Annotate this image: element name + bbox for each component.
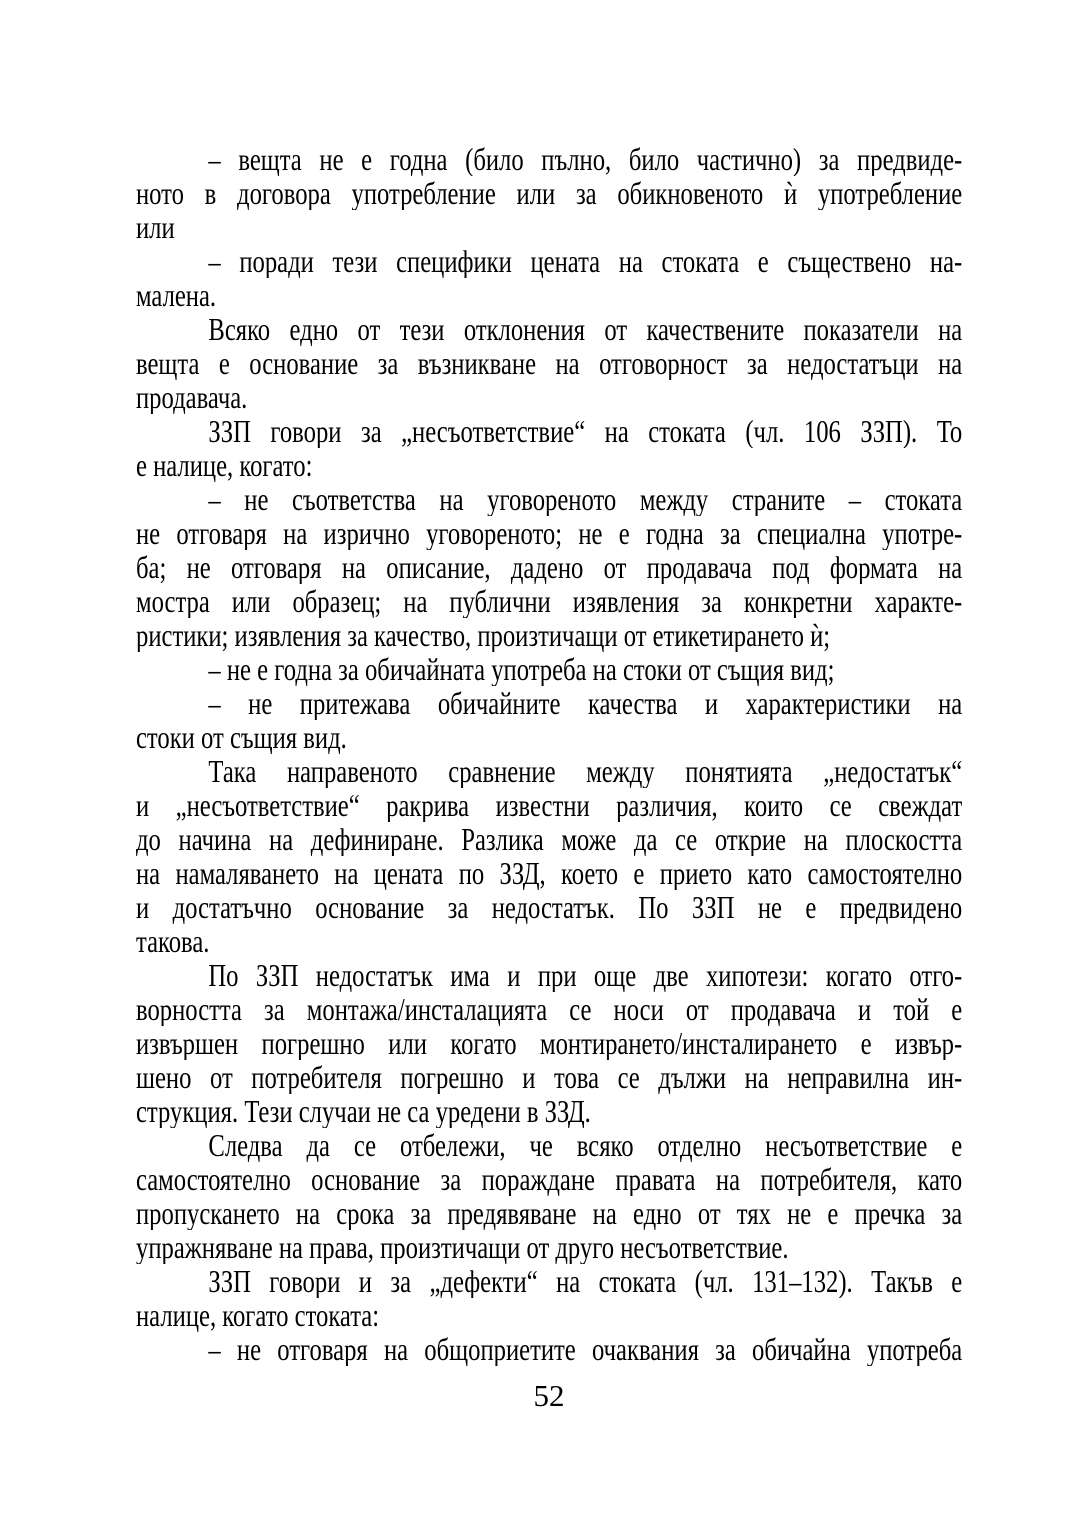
- text-line: – не е годна за обичайната употреба на стоки от същия вид;: [208, 652, 835, 686]
- text-line: упражняване на права, произтичащи от друго несъответствие.: [136, 1230, 789, 1264]
- text-line: ба; не отговаря на описание, дадено от продавача под формата на: [136, 550, 963, 584]
- text-line: на намаляването на цената по ЗЗД, което е прието като самостоятелно: [136, 856, 963, 890]
- text-line: ЗЗП говори и за „дефекти“ на стоката (чл. 131–132). Такъв е: [208, 1264, 963, 1298]
- text-line: ЗЗП говори за „несъответствие“ на стоката (чл. 106 ЗЗП). То: [208, 414, 963, 448]
- text-line: – поради тези специфики цената на стоката е съществено на-: [208, 244, 963, 278]
- text-line: малена.: [136, 278, 217, 312]
- text-line: струкция. Тези случаи не са уредени в ЗЗД.: [136, 1094, 591, 1128]
- text-line: вещта е основание за възникване на отговорност за недостатъци на: [136, 346, 963, 380]
- text-line: ното в договора употребление или за обикновеното ѝ употребление: [136, 176, 963, 210]
- text-line: мостра или образец; на публични изявления за конкретни характе-: [136, 584, 963, 618]
- text-line: – не отговаря на общоприетите очаквания за обичайна употреба: [208, 1332, 963, 1366]
- text-line: такова.: [136, 924, 210, 958]
- text-line: Всяко едно от тези отклонения от качествените показатели на: [208, 312, 963, 346]
- text-line: ристики; изявления за качество, произтичащи от етикетирането ѝ;: [136, 618, 831, 652]
- text-line: самостоятелно основание за пораждане правата на потребителя, като: [136, 1162, 963, 1196]
- text-line: налице, когато стоката:: [136, 1298, 380, 1332]
- text-line: и достатъчно основание за недостатък. По ЗЗП не е предвидено: [136, 890, 963, 924]
- text-line: шено от потребителя погрешно и това се дължи на неправилна ин-: [136, 1060, 963, 1094]
- text-line: – не съответства на уговореното между страните – стоката: [208, 482, 963, 516]
- text-line: и „несъответствие“ ракрива известни различия, които се свеждат: [136, 788, 963, 822]
- text-line: – не притежава обичайните качества и характеристики на: [208, 686, 963, 720]
- text-line: продавача.: [136, 380, 248, 414]
- text-line: Следва да се отбележи, че всяко отделно несъответствие е: [208, 1128, 963, 1162]
- page-number: 52: [533, 1378, 565, 1413]
- text-line: пропускането на срока за предявяване на едно от тях не е пречка за: [136, 1196, 963, 1230]
- text-line: стоки от същия вид.: [136, 720, 347, 754]
- text-line: По ЗЗП недостатък има и при още две хипотези: когато отго-: [208, 958, 963, 992]
- text-line: не отговаря на изрично уговореното; не е годна за специална употре-: [136, 516, 963, 550]
- text-line: извършен погрешно или когато монтирането/инсталирането е извър-: [136, 1026, 963, 1060]
- text-line: или: [136, 210, 175, 244]
- text-line: до начина на дефиниране. Разлика може да се открие на плоскостта: [136, 822, 963, 856]
- page-text: [136, 142, 962, 1366]
- text-line: ворността за монтажа/инсталацията се носи от продавача и той е: [136, 992, 963, 1026]
- text-line: Така направеното сравнение между понятията „недостатък“: [208, 754, 963, 788]
- text-line: е налице, когато:: [136, 448, 313, 482]
- text-line: – вещта не е годна (било пълно, било частично) за предвиде-: [208, 142, 963, 176]
